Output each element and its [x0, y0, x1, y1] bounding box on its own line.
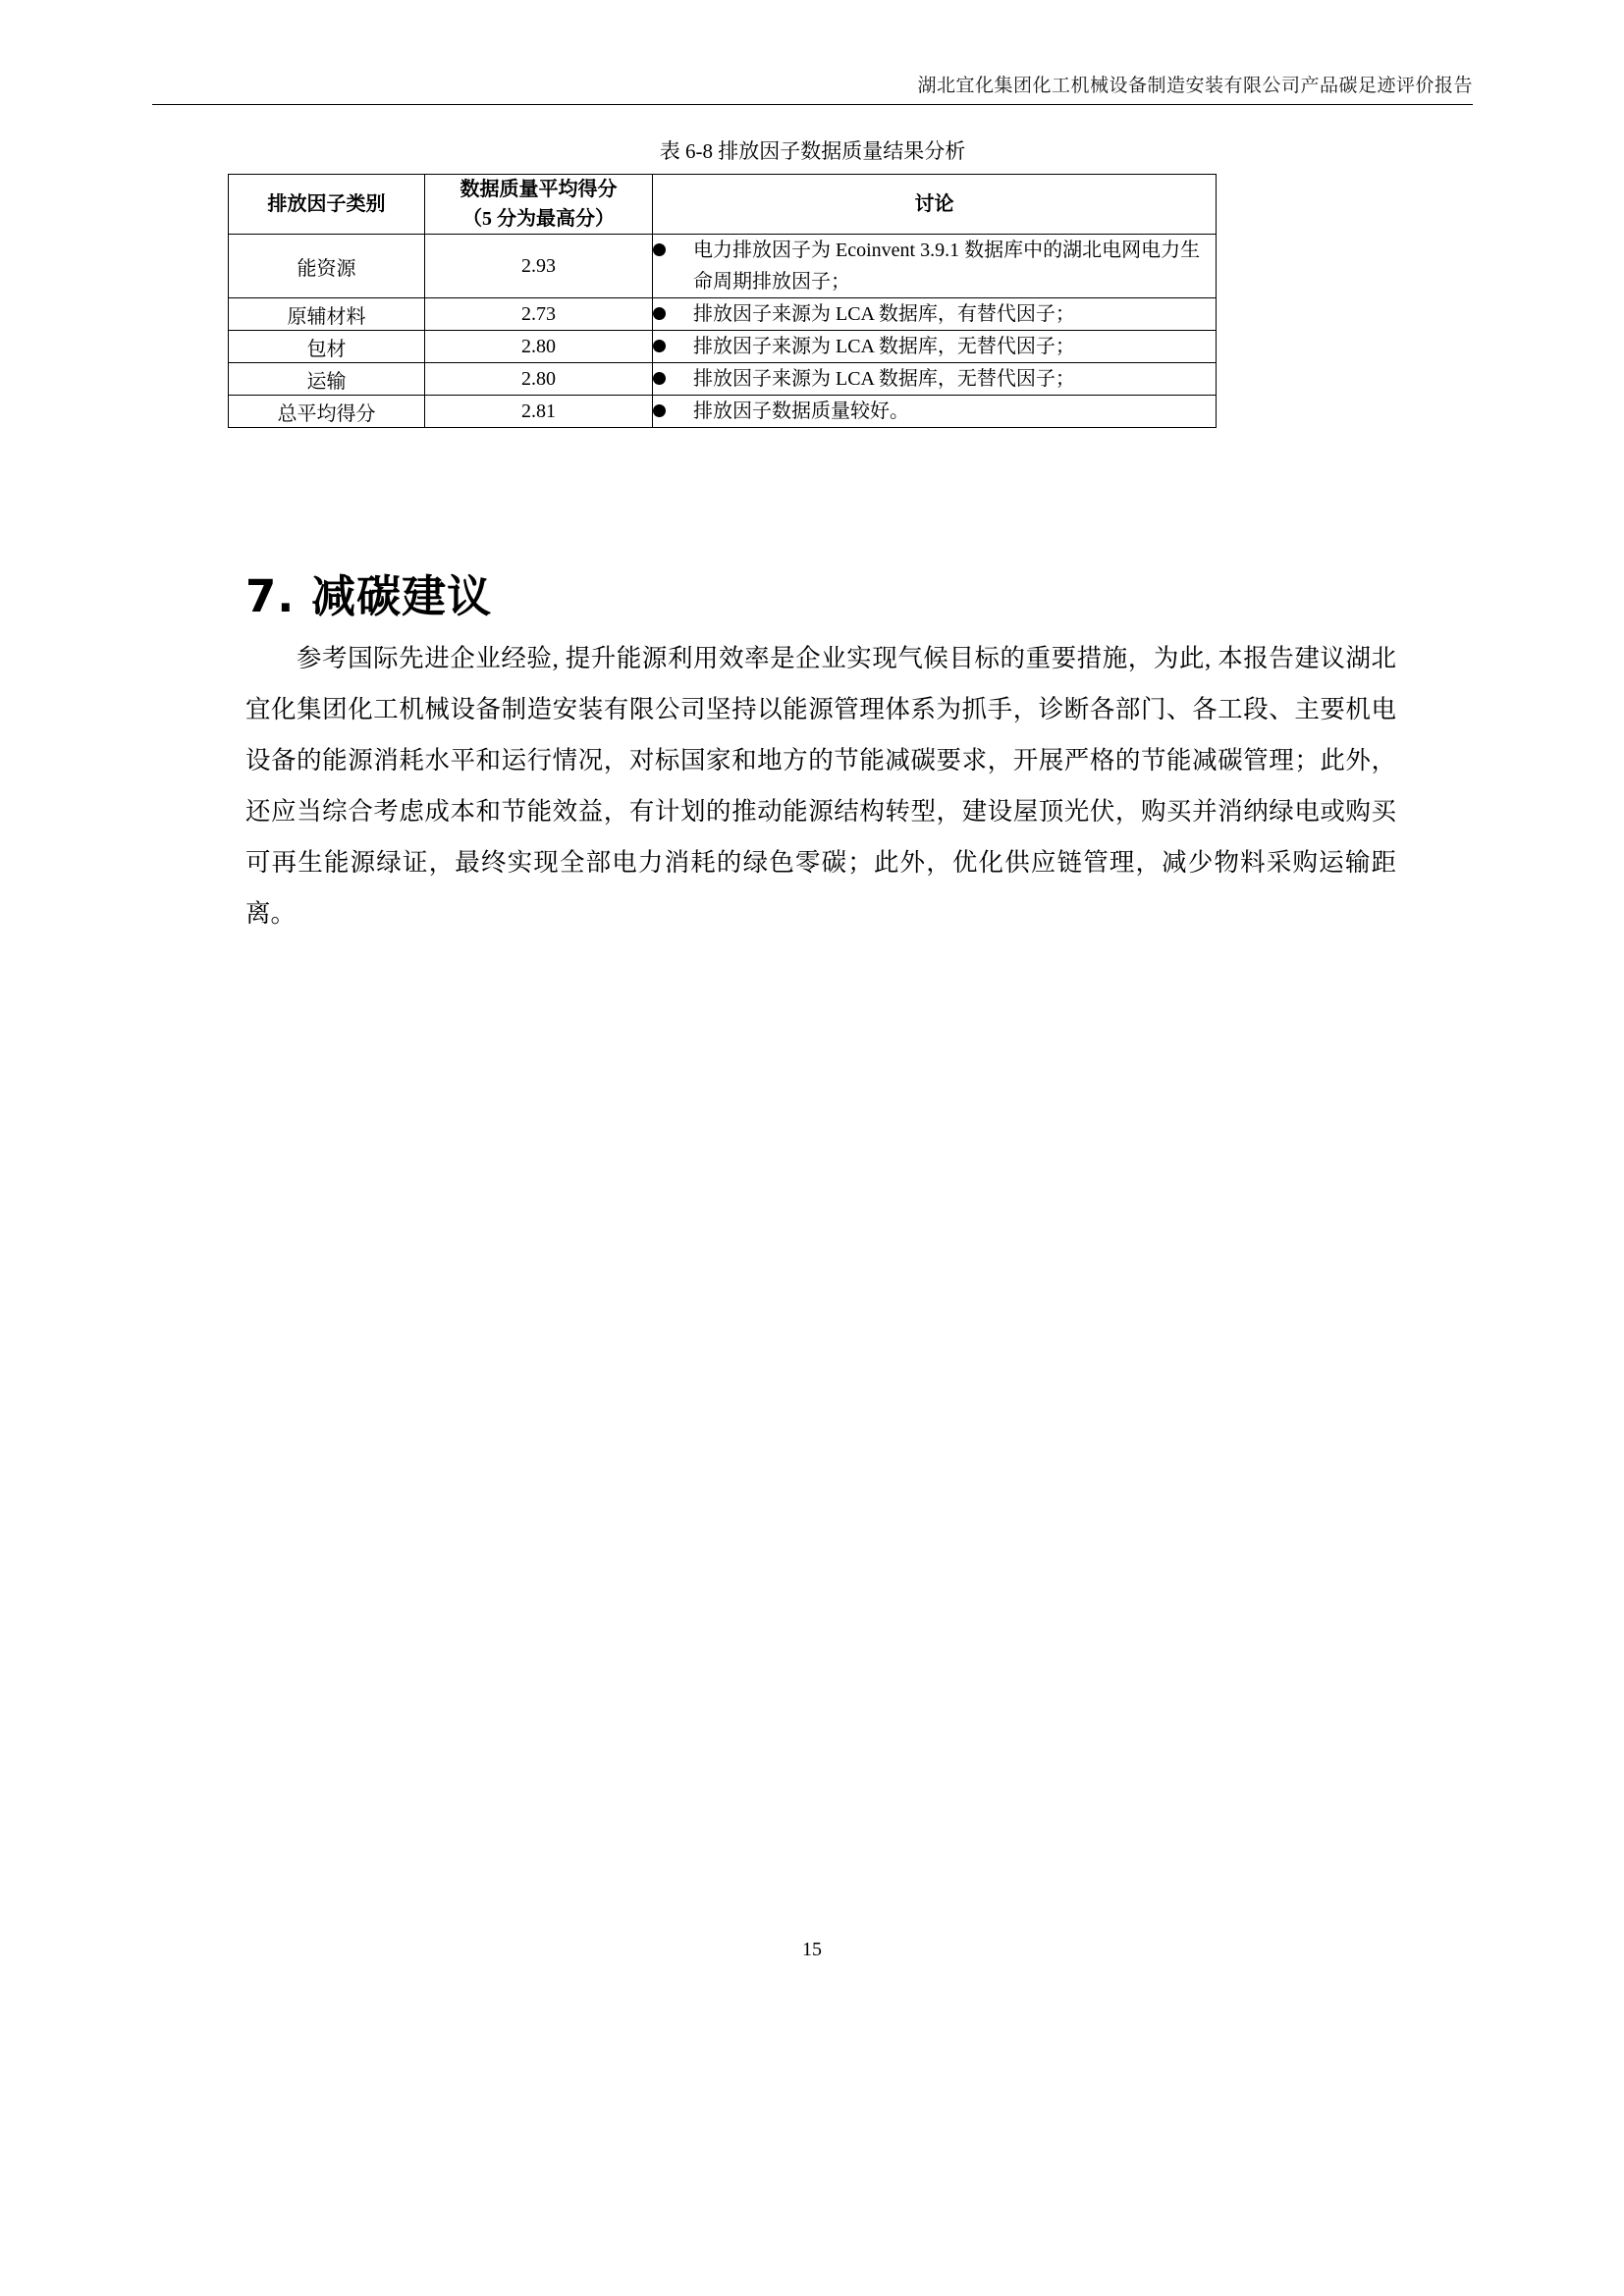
header-score-line1: 数据质量平均得分 [460, 179, 618, 200]
cell-category: 能资源 [229, 235, 425, 298]
header-score-line2: （5 分为最高分） [462, 208, 615, 230]
table-row [229, 396, 1217, 428]
discussion-text: 排放因子数据质量较好。 [693, 400, 909, 422]
page-number: 15 [802, 1939, 822, 1960]
table-header-row [229, 175, 1217, 235]
cell-discussion [653, 363, 1217, 396]
cell-category: 总平均得分 [229, 396, 425, 428]
cell-category: 原辅材料 [229, 298, 425, 331]
header-cell-category: 排放因子类别 [229, 175, 425, 235]
cell-score: 2.80 [425, 363, 653, 396]
discussion-text: 排放因子来源为 LCA 数据库，无替代因子； [693, 368, 1075, 390]
bullet-icon [653, 307, 666, 320]
cell-discussion [653, 396, 1217, 428]
cell-discussion [653, 298, 1217, 331]
emission-factor-quality-table [228, 174, 1216, 428]
cell-score: 2.80 [425, 331, 653, 363]
cell-discussion [653, 235, 1217, 298]
cell-category: 运输 [229, 363, 425, 396]
page-header-title: 湖北宜化集团化工机械设备制造安装有限公司产品碳足迹评价报告 [917, 76, 1473, 96]
cell-category: 包材 [229, 331, 425, 363]
cell-discussion [653, 331, 1217, 363]
header-divider [152, 104, 1473, 105]
table-row [229, 363, 1217, 396]
bullet-icon [653, 404, 666, 417]
table-row [229, 331, 1217, 363]
discussion-text: 排放因子来源为 LCA 数据库，无替代因子； [693, 336, 1075, 357]
discussion-text: 排放因子来源为 LCA 数据库，有替代因子； [693, 303, 1075, 325]
cell-score: 2.73 [425, 298, 653, 331]
header-cell-discussion: 讨论 [653, 175, 1217, 235]
discussion-text: 电力排放因子为 Ecoinvent 3.9.1 数据库中的湖北电网电力生命周期排放因子； [693, 240, 1201, 293]
bullet-icon [653, 243, 666, 256]
bullet-icon [653, 340, 666, 352]
section-paragraph: 参考国际先进企业经验, 提升能源利用效率是企业实现气候目标的重要措施，为此, 本报告建议湖北宜化集团化工机械设备制造安装有限公司坚持以能源管理体系为抓手，诊断各部门、各工段、主要机电设备的能源消耗水平和运行情况，对标国家和地方的节能减碳要求，开展严格的节能减碳管理；此外，还应当综合考虑成本和节能效益，有计划的推动能源结构转型，建设屋顶光伏，购买并消纳绿电或购买可再生能源绿证，最终实现全部电力消耗的绿色零碳；此外，优化供应链管理，减少物料采购运输距离。 [245, 644, 1396, 928]
table-row [229, 235, 1217, 298]
cell-score: 2.93 [425, 235, 653, 298]
cell-score: 2.81 [425, 396, 653, 428]
bullet-icon [653, 372, 666, 385]
header-cell-score [425, 175, 653, 235]
section-heading: 7. 减碳建议 [245, 570, 493, 622]
table-caption: 表 6-8 排放因子数据质量结果分析 [659, 139, 966, 163]
table-row [229, 298, 1217, 331]
